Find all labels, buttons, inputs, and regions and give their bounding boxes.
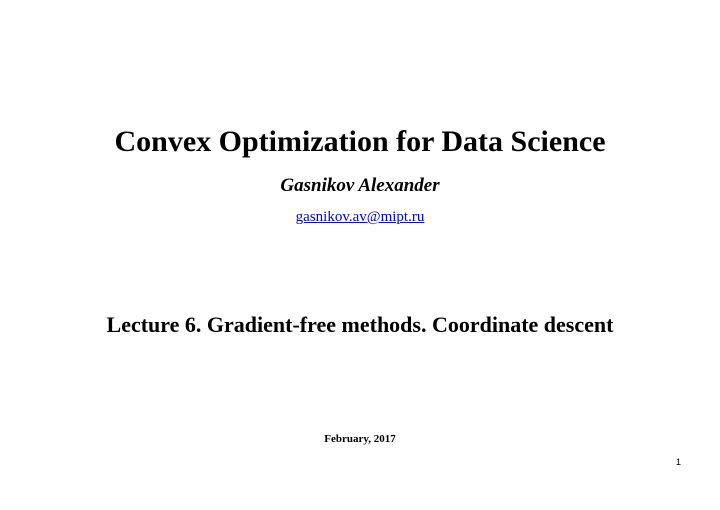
slide-title: Convex Optimization for Data Science — [114, 125, 606, 158]
lecture-date: February, 2017 — [324, 433, 396, 445]
email-container — [0, 207, 720, 227]
email-link[interactable]: gasnikov.av@mipt.ru — [295, 209, 425, 225]
page-number: 1 — [676, 457, 682, 467]
lecture-title: Lecture 6. Gradient-free methods. Coordinate descent — [106, 312, 614, 337]
author-name: Gasnikov Alexander — [280, 175, 440, 196]
